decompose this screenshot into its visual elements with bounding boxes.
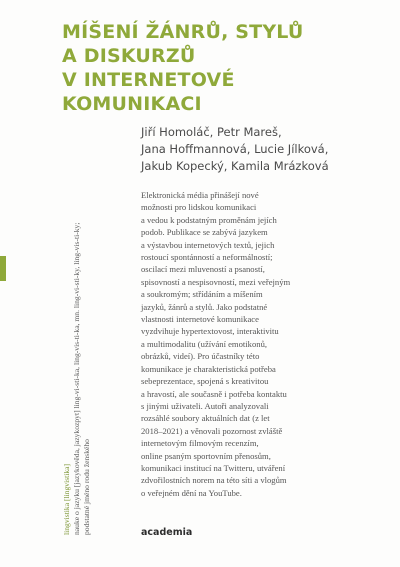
blurb-line: a hravostí, ale současně i potřeba kontaktu [141, 388, 287, 399]
blurb-line: zdvořilostních norem na této síti a vlogům [141, 475, 287, 486]
accent-bar [0, 256, 6, 281]
blurb-line: oscilací mezi mluveností a psaností, [141, 264, 265, 275]
blurb-text [141, 189, 391, 499]
title-line: V INTERNETOVÉ [62, 69, 235, 91]
title-line: A DISKURZŮ [62, 45, 196, 67]
title-line: MÍŠENÍ ŽÁNRŮ, STYLŮ [62, 21, 304, 43]
book-title [62, 20, 382, 116]
blurb-line: rostoucí spontánností a neformálností; [141, 252, 273, 263]
blurb-line: rozsáhlé soubory aktuálních dat (z let [141, 413, 270, 424]
author-list [141, 124, 391, 175]
blurb-line: internetovým filmovým recenzím, [141, 438, 259, 449]
blurb-line: komunikace je charakteristická potřeba [141, 363, 276, 374]
blurb-line: podob. Publikace se zabývá jazykem [141, 227, 268, 238]
blurb-line: online psaným sportovním přenosům, [141, 450, 271, 461]
entry-grammar: podstatné jméno rodu ženského [82, 439, 91, 535]
title-line: KOMUNIKACI [62, 93, 202, 115]
blurb-line: spisovností a nespisovností, mezi veřejným [141, 276, 291, 287]
blurb-line: a soukromým; střídáním a míšením [141, 289, 263, 300]
blurb-line: možnosti pro lidskou komunikaci [141, 202, 257, 213]
blurb-line: a vedou k podstatným proměnám jejích [141, 214, 277, 225]
dictionary-entry [62, 223, 92, 535]
blurb-line: a multimodalitu (užívání emotikonů, [141, 338, 268, 349]
author-line: Jakub Kopecký, Kamila Mrázková [141, 159, 329, 173]
blurb-line: komunikaci institucí na Twitteru, utváření [141, 462, 286, 473]
series-name: lingvistika [lingvistika] [62, 463, 71, 535]
blurb-line: vyzdvihuje hypertextovost, interaktivitu [141, 326, 279, 337]
blurb-line: vlastnosti internetové komunikace [141, 314, 259, 325]
blurb-line: o veřejném dění na YouTube. [141, 487, 242, 498]
author-line: Jiří Homoláč, Petr Mareš, [141, 125, 282, 139]
blurb-line: a výstavbou internetových textů, jejich [141, 239, 275, 250]
entry-definition: naukе o jazyku [jazykověda, jazykozpyt] ling-vi-sti-ka, ling-vis-ti-ka, mn. ling-vi-sti-ky, ling-vis-ti-ky; [72, 222, 81, 535]
publisher-logo: academia [141, 527, 193, 538]
blurb-line: s jinými uživateli. Autoři analyzovali [141, 400, 269, 411]
blurb-line: Elektronická média přinášejí nové [141, 190, 259, 200]
blurb-line: 2018–2021) a věnovali pozornost zvláště [141, 425, 283, 436]
blurb-line: sebeprezentace, spojená s kreativitou [141, 376, 269, 387]
author-line: Jana Hoffmannová, Lucie Jílková, [141, 142, 329, 156]
blurb-line: jazyků, žánrů a stylů. Jako podstatné [141, 301, 268, 312]
blurb-line: obrázků, videí). Pro účastníky této [141, 351, 260, 362]
